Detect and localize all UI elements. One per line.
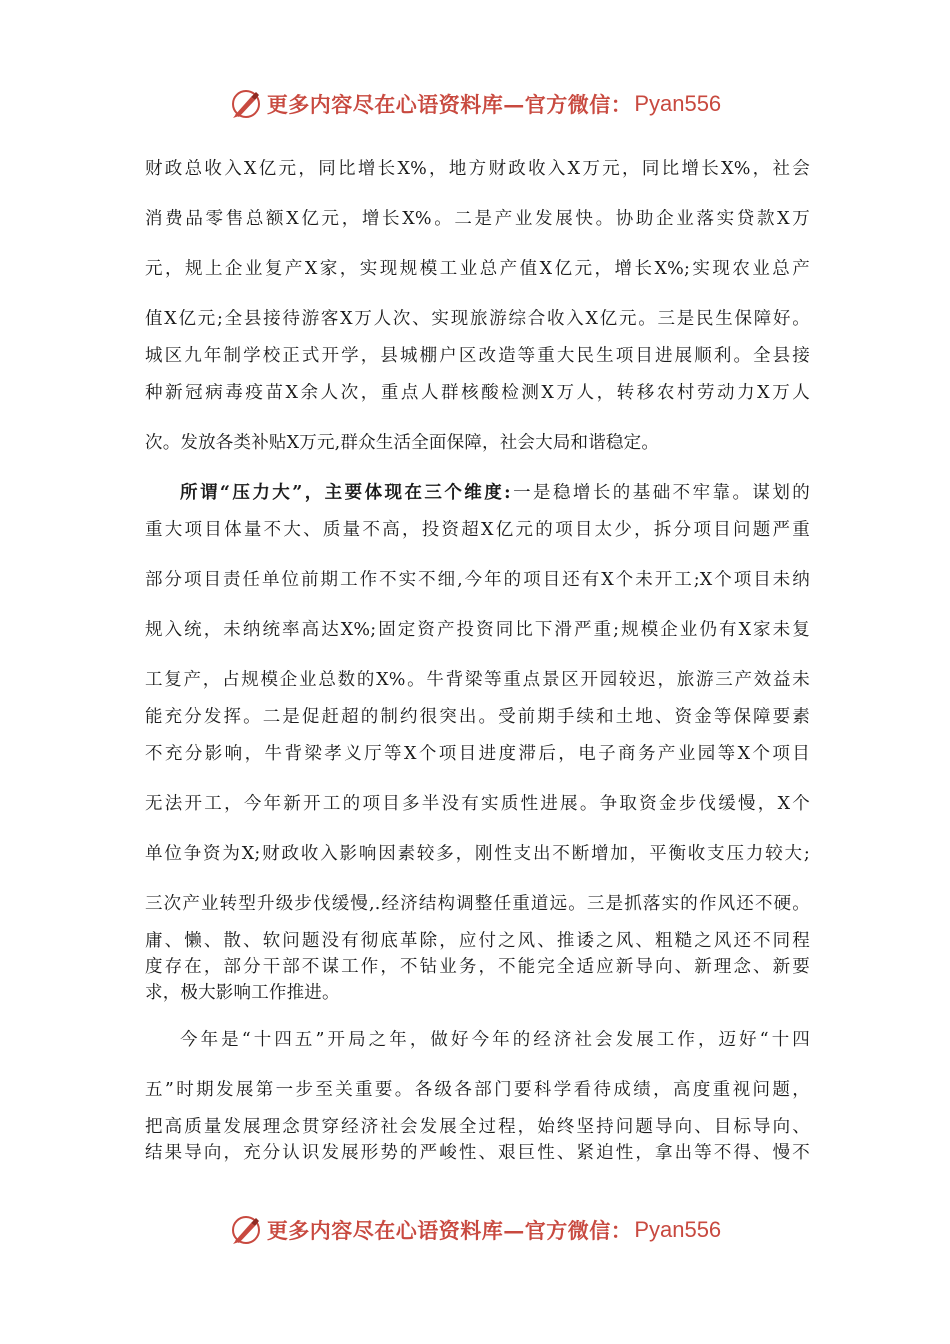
paragraph-line: 今年是“十四五”开局之年，做好今年的经济社会发展工作，迈好“十四 xyxy=(180,1030,810,1050)
paragraph-line: 消费品零售总额X亿元，增长X%。二是产业发展快。协助企业落实贷款X万 xyxy=(145,209,810,229)
watermark-banner-bottom xyxy=(0,1210,950,1250)
paragraph-line: 结果导向，充分认识发展形势的严峻性、艰巨性、紧迫性，拿出等不得、慢不 xyxy=(145,1143,810,1163)
watermark-wechat-id: Pyan556 xyxy=(634,91,722,116)
paragraph-line: 部分项目责任单位前期工作不实不细,今年的项目还有X个未开工;X个项目未纳 xyxy=(145,570,810,590)
paragraph-line: 城区九年制学校正式开学，县城棚户区改造等重大民生项目进展顺利。全县接 xyxy=(145,346,810,366)
bold-lead-text: 所谓“压力大”，主要体现在三个维度: xyxy=(180,483,511,503)
paragraph-line: 单位争资为X;财政收入影响因素较多，刚性支出不断增加，平衡收支压力较大; xyxy=(145,844,810,864)
watermark-banner-top xyxy=(0,84,950,124)
pen-logo-icon xyxy=(229,1213,263,1247)
paragraph-line: 值X亿元;全县接待游客X万人次、实现旅游综合收入X亿元。三是民生保障好。 xyxy=(145,309,810,329)
watermark-wechat-id: Pyan556 xyxy=(634,1217,722,1242)
paragraph-line: 重大项目体量不大、质量不高，投资超X亿元的项目太少，拆分项目问题严重 xyxy=(145,520,810,540)
paragraph-line: 工复产，占规模企业总数的X%。牛背梁等重点景区开园较迟，旅游三产效益未 xyxy=(145,670,810,690)
paragraph-line: 种新冠病毒疫苗X余人次，重点人群核酸检测X万人，转移农村劳动力X万人 xyxy=(145,383,810,403)
watermark-text: 更多内容尽在心语资料库—官方微信： xyxy=(266,92,633,117)
paragraph-line: 不充分影响，牛背梁孝义厅等X个项目进度滞后，电子商务产业园等X个项目 xyxy=(145,744,810,764)
paragraph-line: 五”时期发展第一步至关重要。各级各部门要科学看待成绩，高度重视问题， xyxy=(145,1080,810,1100)
paragraph-line: 求，极大影响工作推进。 xyxy=(145,983,340,1003)
paragraph-line-lead xyxy=(180,482,810,504)
paragraph-line: 次。发放各类补贴X万元,群众生活全面保障，社会大局和谐稳定。 xyxy=(145,433,660,453)
lead-rest-text: 一是稳增长的基础不牢靠。谋划的 xyxy=(510,483,810,503)
paragraph-line: 度存在，部分干部不谋工作，不钻业务，不能完全适应新导向、新理念、新要 xyxy=(145,957,810,977)
paragraph-line: 财政总收入X亿元，同比增长X%，地方财政收入X万元，同比增长X%，社会 xyxy=(145,159,810,179)
watermark-text: 更多内容尽在心语资料库—官方微信： xyxy=(266,1218,633,1243)
paragraph-line: 无法开工，今年新开工的项目多半没有实质性进展。争取资金步伐缓慢，X个 xyxy=(145,794,810,814)
pen-logo-icon xyxy=(229,87,263,121)
paragraph-line: 元，规上企业复产X家，实现规模工业总产值X亿元，增长X%;实现农业总产 xyxy=(145,259,810,279)
paragraph-line: 庸、懒、散、软问题没有彻底革除，应付之风、推诿之风、粗糙之风还不同程 xyxy=(145,931,810,951)
paragraph-line: 三次产业转型升级步伐缓慢,.经济结构调整任重道远。三是抓落实的作风还不硬。 xyxy=(145,894,810,914)
paragraph-line: 规入统，未纳统率高达X%;固定资产投资同比下滑严重;规模企业仍有X家未复 xyxy=(145,620,810,640)
paragraph-line: 把高质量发展理念贯穿经济社会发展全过程，始终坚持问题导向、目标导向、 xyxy=(145,1117,810,1137)
paragraph-line: 能充分发挥。二是促赶超的制约很突出。受前期手续和土地、资金等保障要素 xyxy=(145,707,810,727)
